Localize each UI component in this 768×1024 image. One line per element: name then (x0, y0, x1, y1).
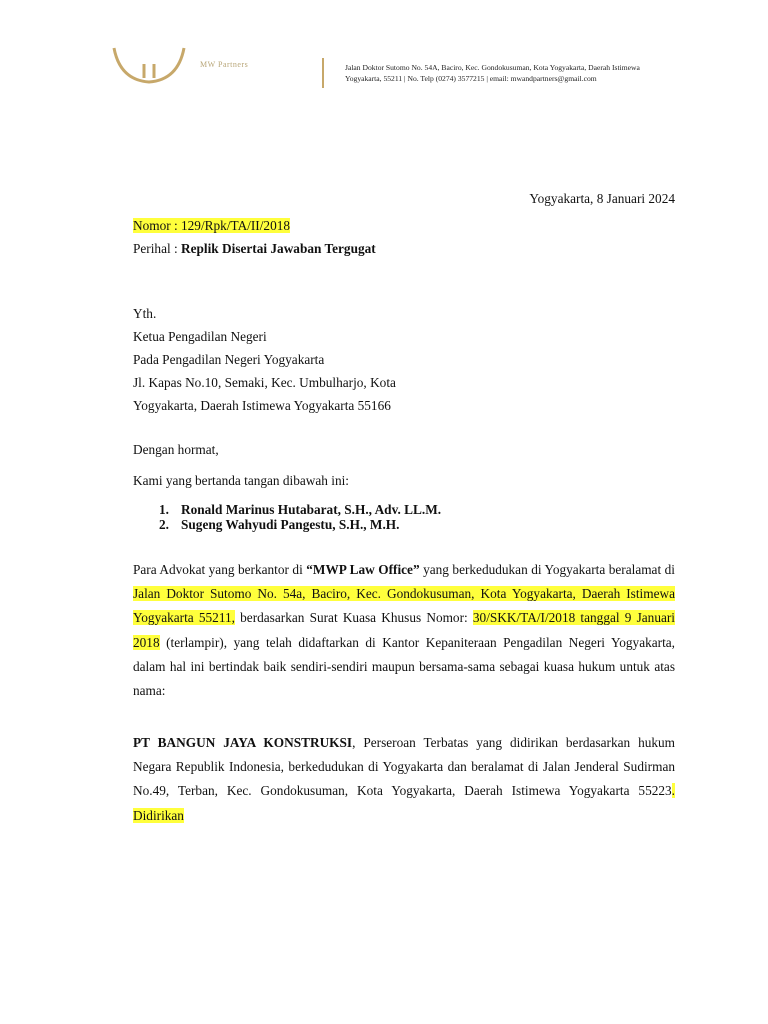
paragraph-advocates (133, 558, 675, 703)
text-run: yang berkedudukan di Yogyakarta beralamat di (419, 562, 675, 577)
subject-line (133, 237, 376, 260)
text-run: , Perseroan Terbatas yang didirikan berdasarkan hukum Negara Republik Indonesia, berkedudukan di Yogyakarta dan beralamat di Jalan Jenderal Sudirman No.49, Terban, Kec. Gondokusuman, Kota Yogyakarta, Daerah Istimewa Yogyakarta 55223 (133, 735, 676, 799)
list-number: 2. (159, 517, 169, 532)
text-run: (terlampir), yang telah didaftarkan di Kantor Kepaniteraan Pengadilan Negeri Yogyakarta, dalam hal ini bertindak baik sendiri-sendiri maupun bersama-sama sebagai kuasa hukum untuk atas nama: (133, 634, 675, 699)
subject-label: Perihal : (133, 241, 182, 256)
intro-line: Kami yang bertanda tangan dibawah ini: (133, 473, 350, 488)
highlighted-skk-number: 30/SKK/TA/I/2018 tanggal 9 Januari 2018 (133, 610, 675, 650)
company-name: PT BANGUN JAYA KONSTRUKSI (133, 735, 353, 750)
firm-logo-icon (108, 44, 190, 88)
address-line-2: Yogyakarta, 55211 | No. Telp (0274) 3577215 | email: mwandpartners@gmail.com (345, 74, 597, 83)
office-name: “MWP Law Office” (306, 562, 420, 577)
highlighted-address: Jalan Doktor Sutomo No. 54a, Baciro, Kec. Gondokusuman, Kota Yogyakarta, Daerah Istimewa Yogyakarta 55211, (133, 586, 675, 626)
recipient-line: Jl. Kapas No.10, Semaki, Kec. Umbulharjo, Kota (133, 375, 396, 390)
letterhead-address (345, 62, 640, 84)
list-item (159, 517, 441, 532)
header-divider (322, 58, 324, 88)
subject-value: Replik Disertai Jawaban Tergugat (181, 241, 376, 256)
highlighted-didirikan: . Didirikan (133, 783, 675, 823)
recipient-line: Yogyakarta, Daerah Istimewa Yogyakarta 55166 (133, 398, 391, 413)
recipient-line: Pada Pengadilan Negeri Yogyakarta (133, 352, 325, 367)
greeting: Dengan hormat, (133, 442, 219, 457)
text-run: berdasarkan Surat Kuasa Khusus Nomor: (234, 610, 473, 626)
address-line-1: Jalan Doktor Sutomo No. 54A, Baciro, Kec. Gondokusuman, Kota Yogyakarta, Daerah Istimewa (345, 63, 640, 72)
firm-name: MW Partners (200, 60, 249, 69)
recipient-line: Yth. (133, 306, 157, 321)
place-date: Yogyakarta, 8 Januari 2024 (529, 191, 675, 206)
recipient-line: Ketua Pengadilan Negeri (133, 329, 267, 344)
letter-number-text: Nomor : 129/Rpk/TA/II/2018 (133, 218, 291, 233)
list-number: 1. (159, 502, 169, 517)
letter-number (133, 214, 290, 237)
list-item (159, 502, 441, 517)
recipient-block (133, 302, 396, 417)
signatory-name: Sugeng Wahyudi Pangestu, S.H., M.H. (181, 517, 400, 532)
signatory-list (159, 502, 441, 532)
signatory-name: Ronald Marinus Hutabarat, S.H., Adv. LL.M. (181, 502, 442, 517)
text-run: Para Advokat yang berkantor di (133, 562, 307, 577)
paragraph-company (133, 731, 675, 828)
